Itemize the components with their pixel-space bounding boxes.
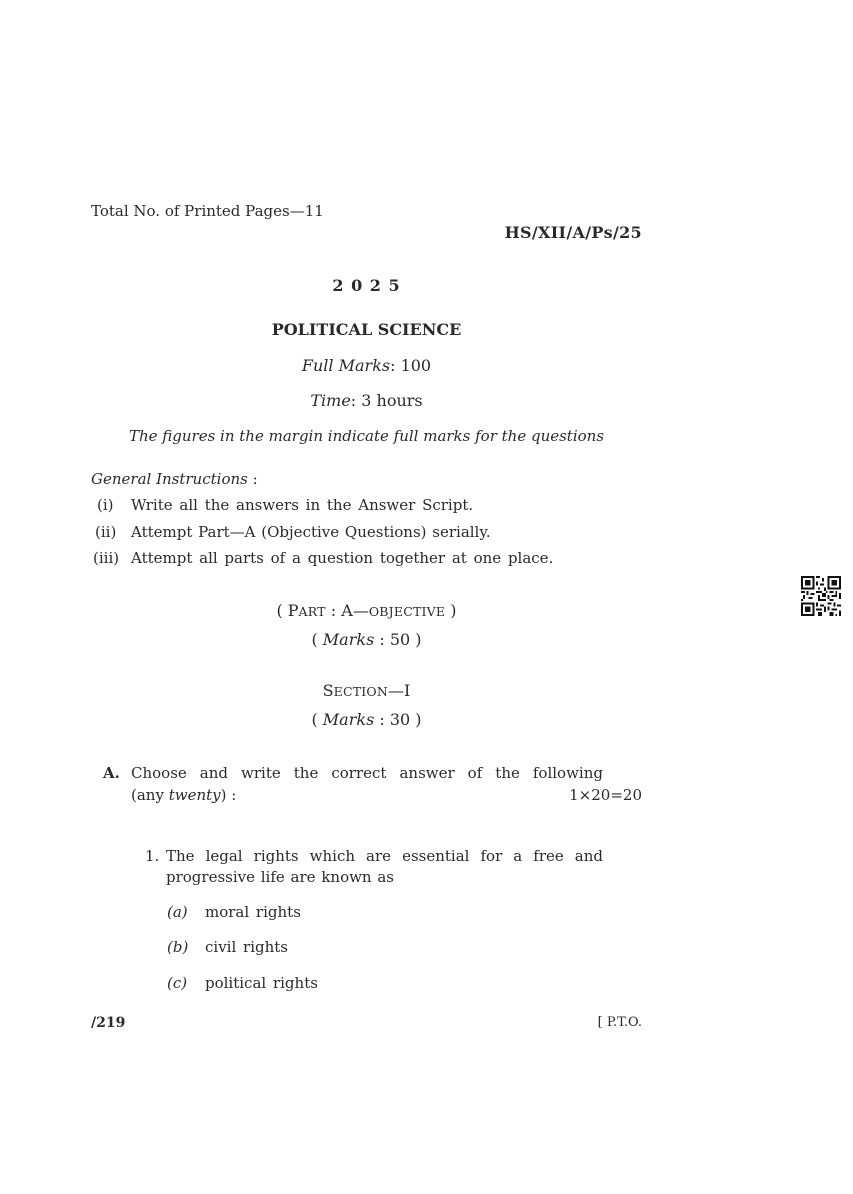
part-marks-open: ( [311, 630, 323, 649]
option-text: moral rights [205, 903, 301, 921]
question-a-any: (any [131, 786, 169, 804]
section-marks-value: : 30 ) [374, 710, 422, 729]
total-printed-pages: Total No. of Printed Pages—11 [91, 202, 324, 220]
part-a-marks [0, 630, 793, 649]
part-open: ( [276, 601, 288, 620]
part-p: P [287, 601, 299, 620]
section-ection: ECTION [333, 684, 388, 699]
time-value: : 3 hours [350, 391, 423, 410]
part-close: ) [445, 601, 457, 620]
question-a-line1: Choose and write the correct answer of the following [131, 764, 603, 782]
section-i-marks [0, 710, 793, 729]
instruction-text: Attempt all parts of a question together at one place. [131, 549, 554, 567]
exam-year: 2 0 2 5 [332, 276, 401, 295]
instructions-heading-text: General Instructions [91, 470, 248, 488]
section-i-heading [0, 681, 793, 700]
part-objective: OBJECTIVE [368, 604, 446, 619]
question-a-colon: ) : [220, 786, 237, 804]
please-turn-over: [ P.T.O. [597, 1015, 642, 1030]
option-label: (a) [167, 903, 188, 921]
part-marks-label: Marks [322, 630, 375, 649]
part-a-heading [0, 601, 793, 620]
full-marks-label: Full Marks [301, 356, 391, 375]
instruction-num: (iii) [93, 549, 120, 567]
question-a-label: A. [103, 764, 120, 782]
instruction-text: Write all the answers in the Answer Script. [131, 496, 474, 514]
question-1-number: 1. [145, 847, 160, 865]
time-label: Time [310, 391, 351, 410]
general-instructions-heading [91, 470, 258, 488]
option-text: civil rights [205, 938, 288, 956]
instructions-heading-colon: : [247, 470, 258, 488]
part-marks-value: : 50 ) [374, 630, 422, 649]
question-1-line2: progressive life are known as [166, 868, 395, 886]
full-marks-value: : 100 [390, 356, 432, 375]
part-art: ART [298, 604, 326, 619]
option-label: (c) [167, 974, 188, 992]
section-s: S [322, 681, 334, 700]
part-mid: : A— [325, 601, 369, 620]
question-a-twenty: twenty [168, 786, 221, 804]
section-rest: —I [388, 681, 411, 700]
option-text: political rights [205, 974, 318, 992]
section-marks-label: Marks [322, 710, 375, 729]
instruction-num: (i) [97, 496, 114, 514]
paper-code: HS/XII/A/Ps/25 [504, 223, 642, 242]
time-allowed [0, 391, 793, 410]
full-marks [0, 356, 793, 375]
margin-marks-note: The figures in the margin indicate full marks for the questions [128, 427, 605, 445]
question-a-marks: 1×20=20 [569, 786, 642, 804]
qr-code-icon [801, 576, 841, 616]
question-1-line1: The legal rights which are essential for a free and [166, 847, 603, 865]
subject-title: POLITICAL SCIENCE [271, 320, 462, 339]
section-marks-open: ( [311, 710, 323, 729]
instruction-num: (ii) [95, 523, 117, 541]
option-label: (b) [167, 938, 189, 956]
page-code: /219 [91, 1015, 126, 1031]
instruction-text: Attempt Part—A (Objective Questions) serially. [131, 523, 491, 541]
